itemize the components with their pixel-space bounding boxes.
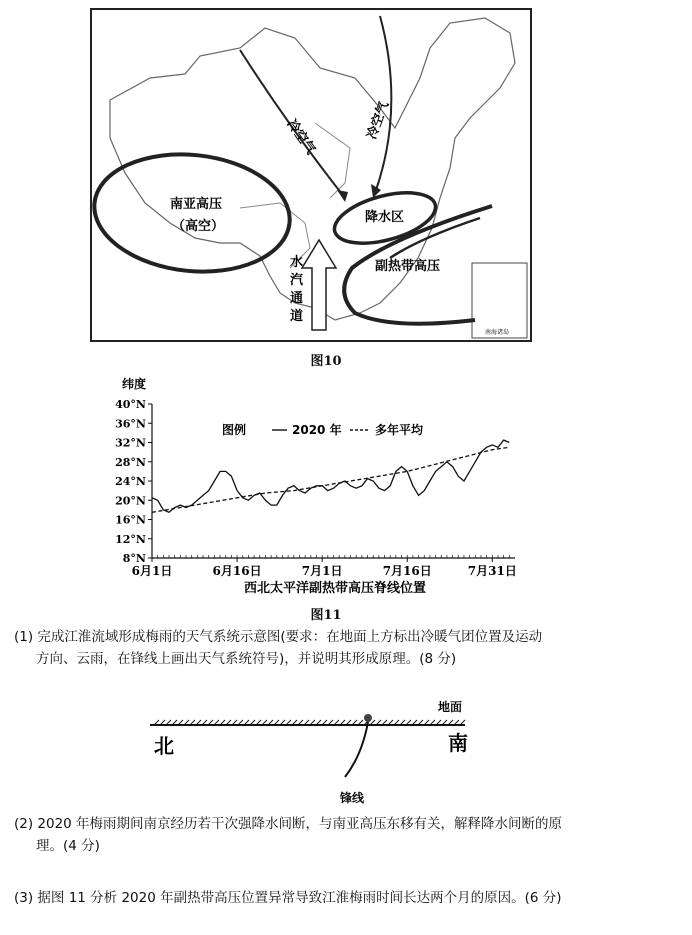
y-tick-label: 8°N	[122, 552, 146, 565]
rain-area-label: 降水区	[365, 210, 405, 225]
cold-air-label-west: 冷空气	[283, 116, 319, 158]
front-origin-point	[364, 714, 372, 722]
x-tick-label: 7月16日	[382, 564, 432, 578]
legend-2020-label: 2020 年	[292, 423, 342, 437]
y-tick-label: 12°N	[115, 532, 146, 546]
y-axis-label: 纬度	[122, 377, 147, 391]
front-label: 锋线	[340, 791, 365, 805]
y-tick-label: 28°N	[115, 455, 146, 469]
chart-title: 西北太平洋副热带高压脊线位置	[243, 581, 427, 596]
question-2	[14, 813, 684, 857]
series-line-average	[152, 447, 509, 512]
question-2-line-1: (2) 2020 年梅雨期间南京经历若干次强降水间断，与南亚高压东移有关，解释降水间断的原	[14, 816, 563, 832]
y-tick-label: 40°N	[115, 398, 146, 411]
x-tick-label: 7月1日	[301, 564, 343, 578]
svg-text:水汽通道: 水汽通道	[290, 255, 304, 324]
legend-avg-label: 多年平均	[375, 423, 424, 437]
figure10-caption: 图10	[310, 354, 342, 369]
question-1-line-1: (1) 完成江淮流域形成梅雨的天气系统示意图(要求：在地面上方标出冷暖气团位置及运动	[14, 629, 543, 645]
x-tick-label: 6月1日	[131, 564, 173, 578]
weather-system-map	[90, 8, 532, 342]
series-line-2020	[152, 440, 509, 512]
question-3	[14, 887, 684, 909]
question-1-line-2: 方向、云雨，在锋线上画出天气系统符号)，并说明其形成原理。(8 分)	[36, 651, 457, 667]
legend-title: 图例	[222, 423, 247, 437]
south-asia-high-sub-label: （高空）	[172, 219, 225, 234]
front-line	[345, 722, 368, 777]
y-tick-label: 16°N	[115, 513, 146, 527]
question-3-line-1: (3) 据图 11 分析 2020 年副热带高压位置异常导致江淮梅雨时间长达两个月的原因。(6 分)	[14, 890, 562, 906]
question-1	[14, 626, 684, 670]
front-diagram	[140, 695, 480, 810]
x-tick-label: 7月31日	[467, 564, 517, 578]
y-tick-label: 24°N	[115, 475, 146, 488]
south-label: 南	[448, 731, 468, 755]
y-tick-label: 36°N	[115, 417, 146, 431]
ridge-line-chart	[100, 376, 530, 601]
inset-note: 南海诸岛	[485, 329, 510, 336]
x-tick-label: 6月16日	[212, 564, 262, 578]
south-asia-high-label: 南亚高压	[170, 197, 223, 212]
y-tick-label: 20°N	[115, 494, 146, 508]
question-2-line-2: 理。(4 分)	[36, 838, 100, 854]
cold-air-label-east: 冷空气	[364, 99, 393, 142]
north-label: 北	[154, 734, 174, 758]
ground-label: 地面	[438, 700, 463, 714]
y-tick-label: 32°N	[115, 436, 146, 450]
subtropical-high-label: 副热带高压	[375, 259, 441, 274]
figure11-caption: 图11	[310, 608, 342, 623]
